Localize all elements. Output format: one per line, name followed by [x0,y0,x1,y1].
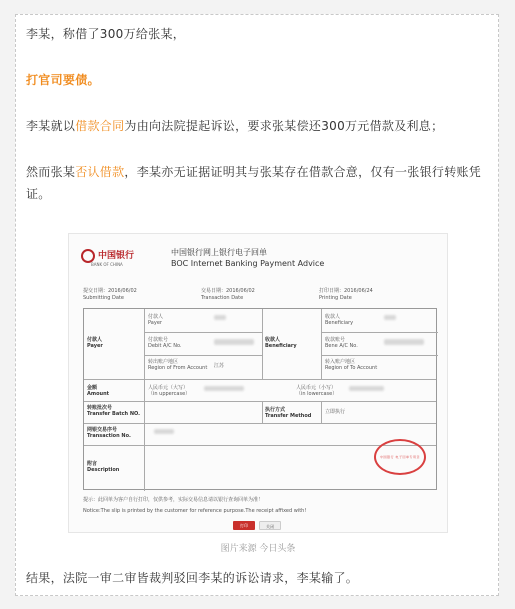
amount-label [87,385,109,397]
submit-date-value: 提交日期：2016/06/02 [83,288,137,294]
batch-label-en: Transfer Batch NO. [87,411,141,417]
batch-label-cn: 转账批次号 [87,405,113,411]
p4-highlight: 否认借款 [75,165,125,179]
payer-label-en: Payer [87,343,103,349]
receipt-title-cn: 中国银行网上银行电子回单 [171,248,267,257]
bank-logo [81,248,134,263]
submit-date [83,288,137,302]
transaction-date-label: Transaction Date [201,295,244,301]
payer-label [87,337,103,349]
redacted-payer-name [214,315,226,320]
region-from-cn: 转出账户地区 [148,359,179,365]
method-value: 立即执行 [325,409,346,415]
paragraph-3 [26,115,486,137]
paragraph-4 [26,161,486,205]
redacted-debit-account [214,339,254,345]
region-to-cn: 转入账户地区 [325,359,356,365]
redacted-bene-name [384,315,396,320]
bank-name-en: BANK OF CHINA [91,262,123,267]
payer-label-cn: 付款人 [87,337,103,343]
beneficiary-label [265,337,297,349]
p4-text-a: 然而张某 [26,165,76,179]
payer-name-cn: 付款人 [148,314,164,320]
paragraph-2-highlight: 打官司要债。 [26,73,100,87]
transaction-no-cn: 网银交易序号 [87,427,118,433]
bene-name-label [325,314,353,326]
beneficiary-label-en: Beneficiary [265,343,297,349]
receipt-title-en: BOC Internet Banking Payment Advice [171,259,325,268]
amount-label-cn: 金额 [87,385,98,391]
payer-name-en: Payer [148,320,162,326]
method-label [265,407,311,419]
beneficiary-label-cn: 收款人 [265,337,281,343]
redacted-amount-lower [349,386,384,391]
description-label [87,461,119,473]
amount-lower-en: （in lowercase） [296,391,338,397]
region-from-label [148,359,207,371]
description-label-en: Description [87,467,120,473]
p3-highlight: 借款合同 [75,119,125,133]
method-label-en: Transfer Method [265,413,312,419]
debit-account-cn: 付款账号 [148,337,169,343]
stamp-text: 中国银行 电子回单专用章 [380,455,420,459]
print-button[interactable]: 打印 [233,521,255,530]
region-to-en: Region of To Account [325,365,378,371]
transaction-no-en: Transaction No. [87,433,131,439]
article-card [15,14,499,596]
p4-text-c: ，李某亦无证据证明其与张某存在借款合意，仅有一张银行转账凭证。 [26,165,482,201]
redacted-bene-account [384,339,424,345]
close-button[interactable]: 关闭 [259,521,281,530]
region-from-value: 江苏 [214,363,225,369]
transaction-no-label [87,427,131,439]
paragraph-5: 结果，法院一审二审皆裁判驳回李某的诉讼请求，李某输了。 [26,571,359,585]
paragraph-1: 李某，称借了300万给张某， [26,27,186,41]
submit-date-label: Submitting Date [83,295,124,301]
print-date [319,288,373,302]
amount-label-en: Amount [87,391,110,397]
receipt-notice-cn: 提示：此回单为客户自行打印，仅供参考，实际交易信息请以银行查询回单为准！ [83,497,264,503]
method-label-cn: 执行方式 [265,407,286,413]
p3-text-c: 为由向法院提起诉讼，要求张某偿还300万元借款及利息； [124,119,444,133]
amount-lower-cn: 人民币元（小写） [296,385,337,391]
region-from-en: Region of From Account [148,365,208,371]
region-to-label [325,359,377,371]
print-date-value: 打印日期：2016/06/24 [319,288,373,294]
print-date-label: Printing Date [319,295,352,301]
redacted-transaction-no [154,429,174,434]
bank-name-cn: 中国银行 [98,251,135,261]
boc-logo-icon [81,249,95,263]
debit-account-en: Debit A/C No. [148,343,182,349]
bene-account-en: Bene A/C No. [325,343,358,349]
bene-account-label [325,337,358,349]
bank-seal-stamp [374,439,426,475]
bene-name-en: Beneficiary [325,320,354,326]
receipt-notice-en: Notice:The slip is printed by the customer for reference purpose.The receipt affixed with! [83,508,307,514]
image-caption: 图片来源 今日头条 [220,544,296,554]
redacted-amount-upper [204,386,244,391]
debit-account-label [148,337,182,349]
description-label-cn: 附言 [87,461,98,467]
bene-account-cn: 收款账号 [325,337,346,343]
batch-label [87,405,140,417]
bene-name-cn: 收款人 [325,314,341,320]
bank-receipt-image [68,233,448,533]
amount-upper-en: （in uppercase） [148,391,191,397]
amount-uppercase-label [148,385,190,397]
payer-name-label [148,314,163,326]
transaction-date-value: 交易日期：2016/06/02 [201,288,255,294]
transaction-date [201,288,255,302]
amount-upper-cn: 人民币元（大写） [148,385,189,391]
p3-text-a: 李某就以 [26,119,76,133]
amount-lowercase-label [296,385,337,397]
